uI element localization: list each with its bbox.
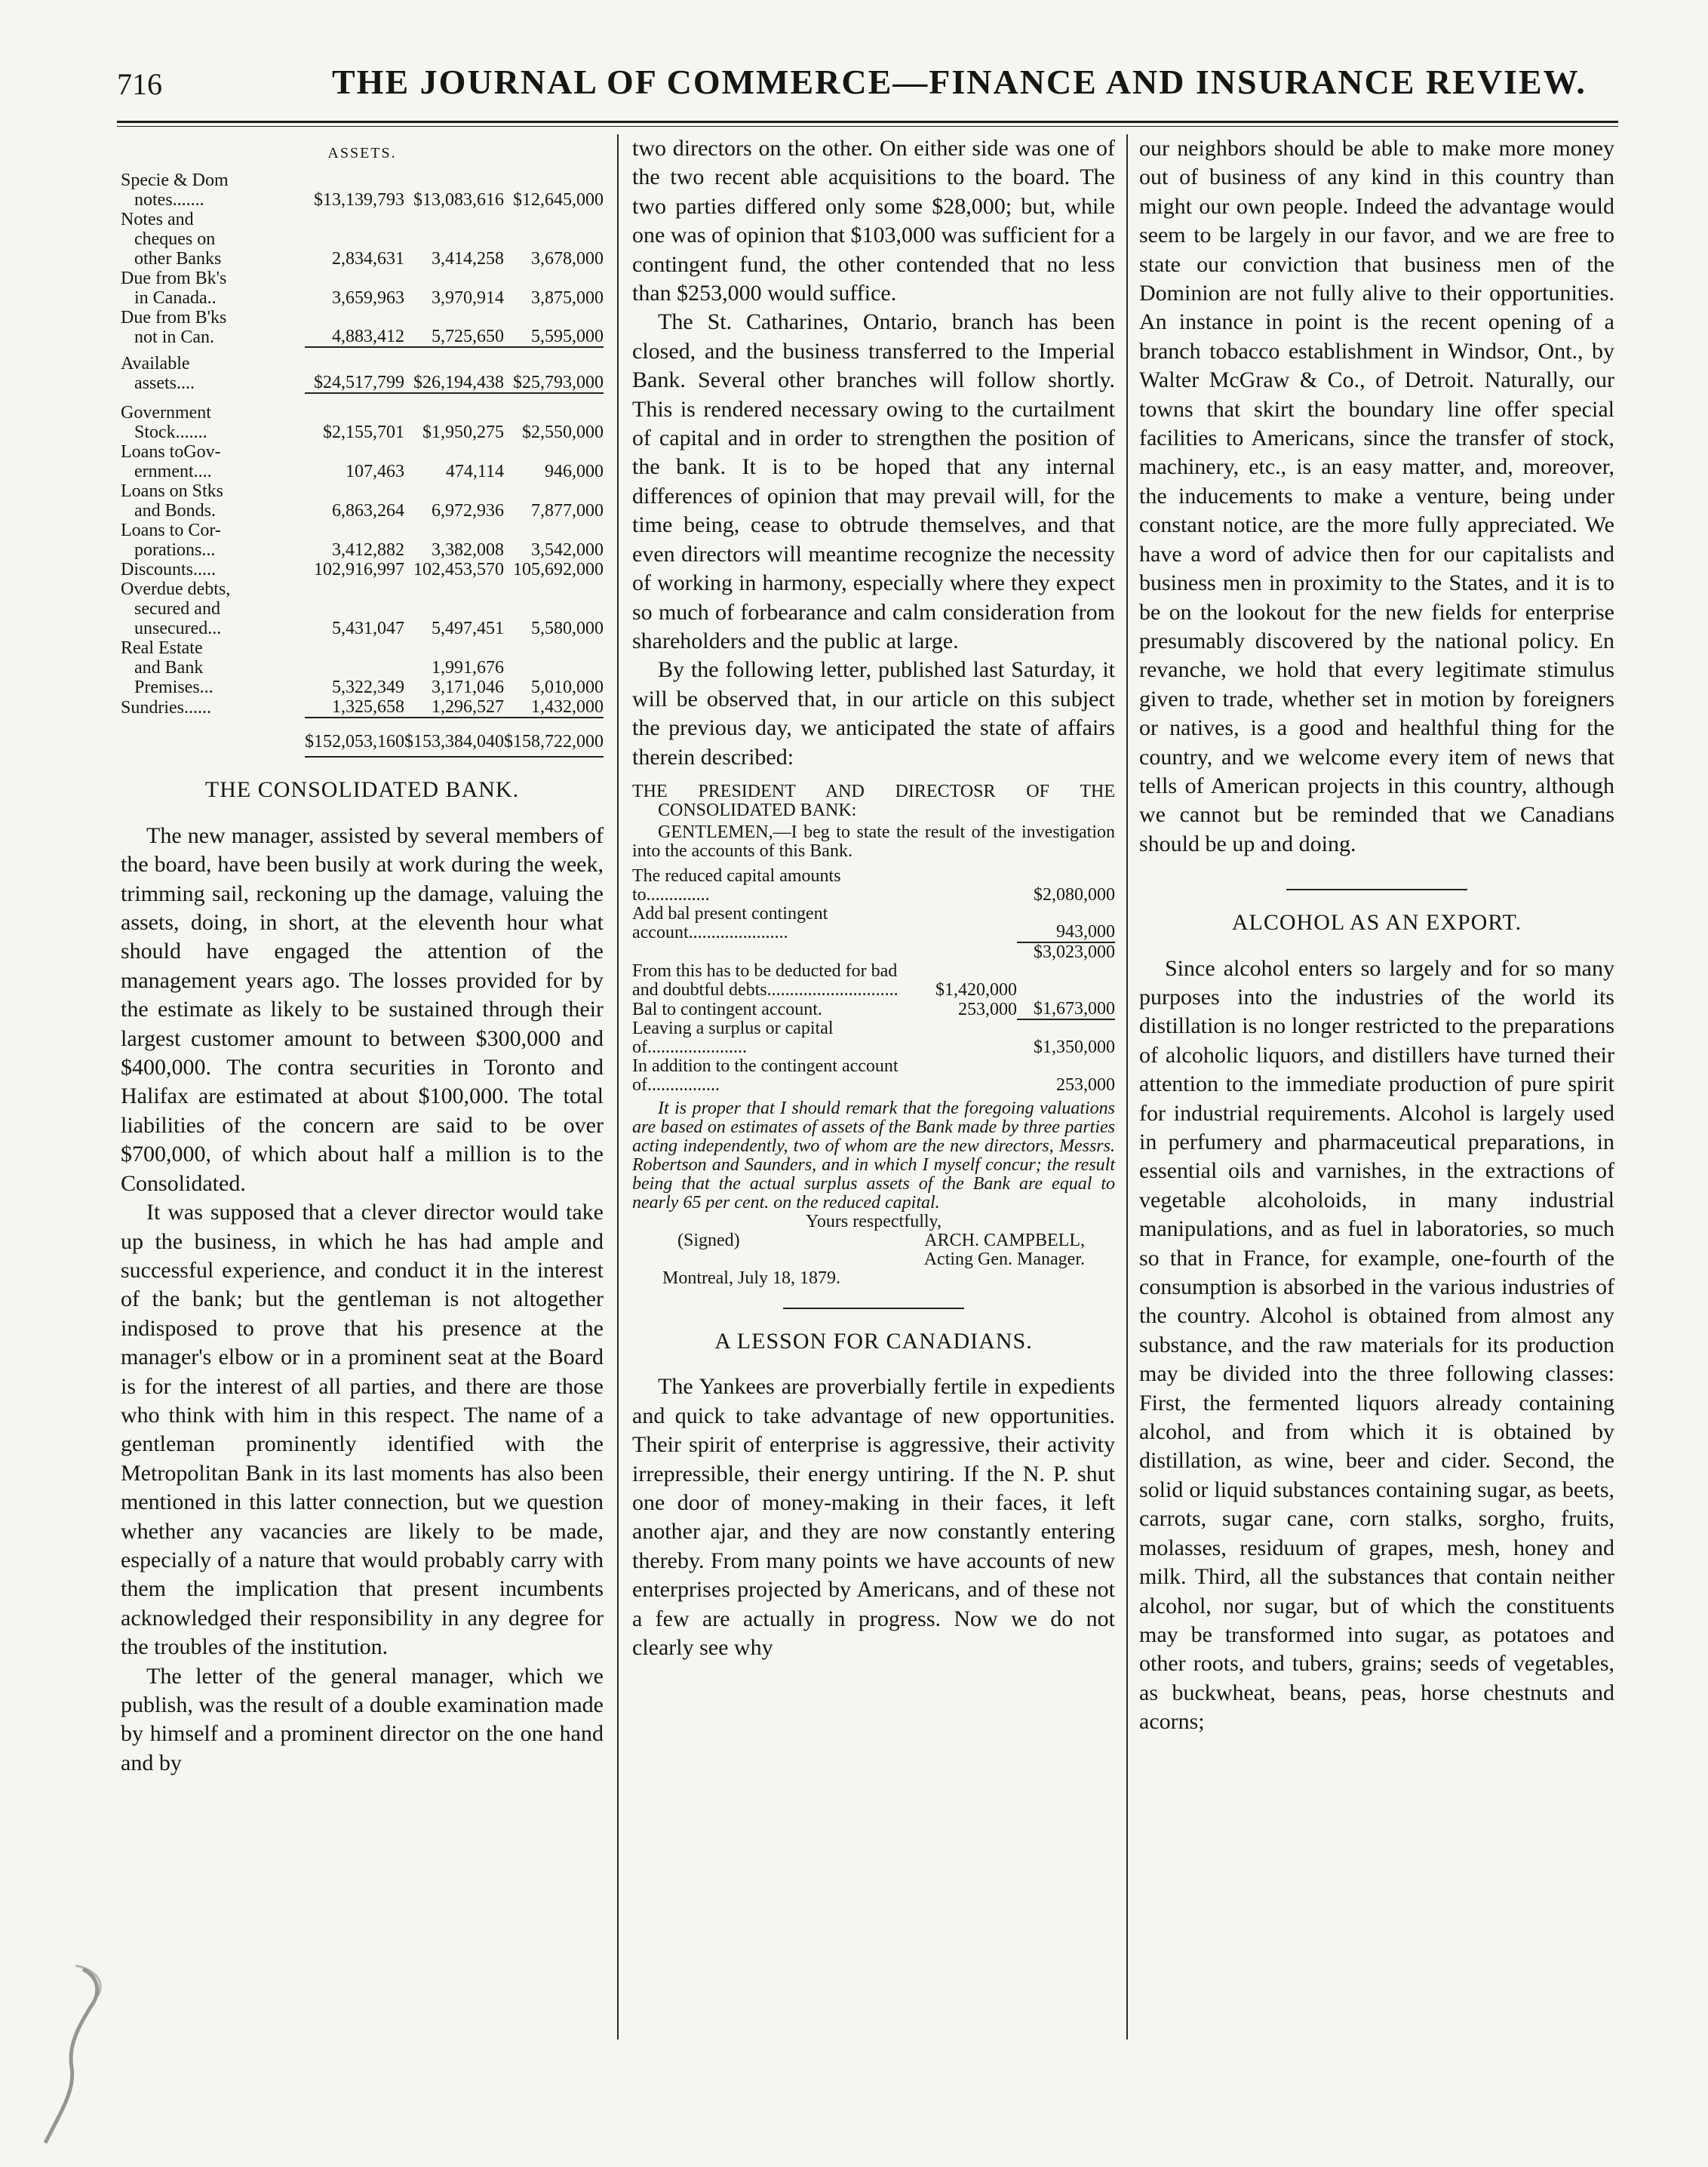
assets-total-cell: $158,722,000 (504, 732, 604, 752)
assets-cell: 1,325,658 (332, 697, 404, 718)
assets-row-label: Due from Bk's in Canada.. (121, 269, 227, 309)
assets-total-cell: $153,384,040 (404, 732, 504, 752)
assets-row (121, 308, 604, 347)
assets-cell: 5,322,349 (332, 678, 404, 698)
article-paragraph: By the following letter, published last Saturday, it will be observed that, in our article on this subject the previous day, we anticipated the state of affairs therein described: (632, 657, 1115, 770)
assets-cell: 474,114 (445, 462, 504, 482)
letter-figure-value: $3,023,000 (1017, 942, 1115, 962)
assets-row-label: Specie & Dom notes....... (121, 171, 229, 211)
article-title-alcohol: ALCOHOL AS AN EXPORT. (1231, 910, 1522, 936)
assets-cell: 1,432,000 (531, 697, 604, 718)
assets-cell: 1,991,676 3,171,046 (432, 658, 504, 698)
assets-cell: 3,875,000 (531, 288, 604, 309)
assets-row-label: Loans to Cor- porations... (121, 521, 221, 561)
assets-row (121, 560, 604, 579)
assets-cell: 3,382,008 (432, 540, 504, 561)
column-1 (121, 134, 604, 1778)
assets-row-label: Available assets.... (121, 354, 195, 394)
page-number: 716 (117, 67, 162, 101)
section-divider (783, 1308, 964, 1309)
letter-figure-value: $1,673,000 (1034, 998, 1115, 1019)
letter-figure-row (632, 1057, 1115, 1095)
assets-cell: 105,692,000 (513, 560, 604, 580)
assets-cell: 5,580,000 (531, 619, 604, 639)
letter-opening: GENTLEMEN,—I beg to state the result of the investigation into the accounts of this Bank. (632, 822, 1115, 861)
assets-row-label: Loans toGov- ernment.... (121, 442, 221, 482)
assets-cell: 6,972,936 (432, 501, 504, 521)
assets-row (121, 210, 604, 269)
assets-row (121, 269, 604, 308)
letter-figure-mid (926, 942, 1017, 962)
letter-figure-mid (926, 1057, 1017, 1095)
assets-cell: 5,010,000 (531, 678, 604, 698)
letter-figure-row (632, 962, 1115, 1000)
assets-row (121, 638, 604, 697)
article-paragraph: The new manager, assisted by several members of the board, have been busily at work during the week, trimming sail, reckoning up the damage, valuing the assets, doing, in short, at the eleventh hour what should have engaged the attention of the management years ago. The losses provided for by the estimate as likely to be sustained through their largest customer amount to between $300,000 and $400,000. The contra securities in Toronto and Halifax are estimated at about $100,000. The total liabilities of the concern are said to be over $700,000, of which about half a million is to the Consolidated. (121, 822, 604, 1196)
assets-separator (121, 347, 604, 354)
assets-row (121, 481, 604, 521)
letter-figure-row (632, 1019, 1115, 1057)
letter-figure-mid: $1,420,000 (935, 979, 1017, 1000)
letter-figure-value: $1,350,000 (1017, 1019, 1115, 1057)
assets-row-label: Loans on Stks and Bonds. (121, 481, 224, 521)
running-title: THE JOURNAL OF COMMERCE—FINANCE AND INSURANCE REVIEW. (332, 63, 1587, 101)
assets-cell: $25,793,000 (513, 373, 604, 393)
letter-figure-value: $2,080,000 (1034, 884, 1115, 905)
letter-figure-mid (926, 1019, 1017, 1057)
letter-figure-label: In addition to the contingent account of................ (632, 1056, 899, 1095)
assets-row (121, 442, 604, 481)
letter-place-date: Montreal, July 18, 1879. (662, 1268, 840, 1288)
letter (632, 782, 1115, 1288)
assets-cell: $1,950,275 (422, 423, 504, 443)
assets-cell: $12,645,000 (513, 190, 604, 211)
assets-cell: 3,659,963 (332, 288, 404, 309)
article-paragraph: Since alcohol enters so largely and for so many purposes into the industries of the world its distillation is no longer restricted to the preparations of alcoholic liquors, and distillers have turned their attention to the immediate production of pure spirit for industrial requirements. Alcohol is largely used in perfumery and pharmaceutical preparations, in essential oils and varnishes, in the extractions of vegetable alcoholoids, in many industrial manipulations, and as fuel in laboratories, so much so that in France, for example, one-fourth of the consumption is absorbed in the various industries of the country. Alcohol is obtained from almost any substance, and the raw materials for its production may be divided into the three following classes: First, the fermented liquors already containing alcohol, and from which it is obtained by distillation, as wine, beer and cider. Second, the solid or liquid substances containing sugar, as beets, carrots, sugar cane, corn stalks, sorgho, fruits, molasses, residuum of grapes, mesh, honey and milk. Third, all the substances that contain neither alcohol, nor sugar, but of which the constituents may be transformed into sugar, as potatoes and other roots, and tubers, grains; seeds of vegetables, as buckwheat, beans, peas, horse chestnuts and acorns; (1139, 955, 1614, 1735)
assets-cell: 3,412,882 (332, 540, 404, 561)
assets-cell: 5,725,650 (432, 327, 504, 347)
letter-figure-row (632, 867, 1115, 905)
assets-cell: 107,463 (346, 462, 404, 482)
article-title-consolidated-bank: THE CONSOLIDATED BANK. (204, 777, 520, 803)
assets-cell: 6,863,264 (332, 501, 404, 521)
letter-body: It is proper that I should remark that the foregoing valuations are based on estimates of assets of the Bank made by three parties acting independently, two of whom are the new directors, Messrs. Robertson and Saunders, and in which I myself concur; the result being that the actual surplus assets of the Bank are equal to nearly 65 per cent. on the reduced capital. (632, 1098, 1115, 1213)
article-paragraph: The Yankees are proverbially fertile in expedients and quick to take advantage of new opportunities. Their spirit of enterprise is aggressive, their activity irrepressible, their energy untiring. If the N. P. shut one door of money-making in their faces, it left another ajar, and they are now constantly entering thereby. From many points we have accounts of new enterprises projected by Americans, and of these not a few are actually in progress. Now we do not clearly see why (632, 1374, 1115, 1660)
header-rule (117, 121, 1618, 123)
column-divider-1 (617, 134, 619, 2039)
assets-total-cell: $152,053,160 (305, 732, 404, 752)
assets-row (121, 697, 604, 718)
assets-row (121, 171, 604, 210)
letter-figure-label (632, 942, 926, 962)
assets-cell: 5,431,047 (332, 619, 404, 639)
letter-figure-row (632, 905, 1115, 942)
letter-salutation: THE PRESIDENT AND DIRECTOSR OF THE CONSOLIDATED BANK: (632, 781, 1115, 820)
assets-cell: 1,296,527 (432, 697, 504, 718)
assets-cell: 3,414,258 (432, 249, 504, 269)
letter-figure-label: Leaving a surplus or capital of...................... (632, 1018, 834, 1057)
assets-cell: $26,194,438 (413, 373, 504, 393)
letter-figure-mid: 253,000 (958, 999, 1017, 1019)
column-3 (1139, 134, 1614, 1737)
assets-cell: $2,155,701 (323, 423, 404, 443)
assets-row-label: Discounts..... (121, 560, 216, 580)
assets-row (121, 354, 604, 393)
letter-signer-title: Acting Gen. Manager. (923, 1249, 1085, 1269)
assets-row (121, 521, 604, 560)
letter-figure-mid (926, 867, 1017, 905)
header-rule-thin (117, 126, 1618, 127)
letter-closing: Yours respectfully, (806, 1211, 942, 1231)
assets-cell: 2,834,631 (332, 249, 404, 269)
assets-table (121, 171, 604, 761)
assets-cell: 4,883,412 (332, 327, 404, 347)
letter-figures (632, 867, 1115, 1095)
binding-smudge (30, 1962, 121, 2150)
assets-cell: 946,000 (545, 462, 604, 482)
assets-separator (121, 757, 604, 761)
letter-figure-value: 253,000 (1056, 1074, 1115, 1095)
assets-row (121, 579, 604, 638)
assets-row-label: Overdue debts, secured and unsecured... (121, 579, 231, 639)
article-paragraph: two directors on the other. On either side was one of the two recent able acquisitions to the board. The two parties differed only some $28,000; but, while one was of opinion that $103,000 was sufficient for a contingent fund, the other contended that no less than $253,000 would suffice. (632, 136, 1115, 306)
assets-separator (121, 718, 604, 724)
assets-cell: 102,916,997 (314, 560, 404, 580)
assets-cell: 7,877,000 (531, 501, 604, 521)
assets-heading: ASSETS. (327, 145, 397, 161)
letter-figure-mid (926, 905, 1017, 942)
letter-signature-row (632, 1231, 1115, 1250)
section-divider (1286, 889, 1467, 890)
letter-signed: (Signed) (677, 1230, 740, 1250)
letter-figure-row (632, 1000, 1115, 1019)
column-2 (632, 134, 1115, 1662)
assets-cell: $13,139,793 (314, 190, 404, 211)
assets-cell: 3,542,000 (531, 540, 604, 561)
assets-row-label: Government Stock....... (121, 403, 211, 443)
assets-cell: $13,083,616 (413, 190, 504, 211)
assets-row (121, 403, 604, 442)
assets-row-label: Notes and cheques on other Banks (121, 210, 222, 269)
assets-cell: 102,453,570 (413, 560, 504, 580)
article-title-lesson: A LESSON FOR CANADIANS. (714, 1328, 1033, 1354)
letter-figure-value: 943,000 (1056, 921, 1115, 942)
assets-cell: 3,970,914 (432, 288, 504, 309)
letter-figure-label: Add bal present contingent account...................... (632, 903, 828, 942)
column-divider-2 (1126, 134, 1128, 2039)
assets-cell: 5,595,000 (531, 327, 604, 347)
letter-signer: ARCH. CAMPBELL, (924, 1230, 1085, 1250)
article-paragraph: The letter of the general manager, which we publish, was the result of a double examination made by himself and a prominent director on the one hand and by (121, 1663, 604, 1775)
article-paragraph: The St. Catharines, Ontario, branch has been closed, and the business transferred to the Imperial Bank. Several other branches will follow shortly. This is rendered necessary owing to the curtailment of capital and in order to strengthen the position of the bank. It is to be hoped that any internal differences of opinion that may prevail will, for the time being, cease to obtrude themselves, and that even directors will meantime recognize the necessity of working in harmony, especially where they expect so much of forbearance and calm consideration from shareholders and the public at large. (632, 309, 1115, 653)
assets-cell: 3,678,000 (531, 249, 604, 269)
assets-row-label: Real Estate and Bank Premises... (121, 638, 214, 698)
assets-total-row (121, 724, 604, 757)
letter-figure-row (632, 942, 1115, 962)
letter-figure-label: The reduced capital amounts to.............. (632, 865, 841, 905)
assets-cell: $2,550,000 (522, 423, 604, 443)
assets-row-label: Due from B'ks not in Can. (121, 308, 227, 348)
article-paragraph: It was supposed that a clever director would take up the business, in which he has had ample and successful experience, and conduct it in the interest of the bank; but the gentleman is not altogether indisposed to prove that his presence at the manager's elbow or in a prominent seat at the Board is for the interest of all parties, and there are those who think with him in this respect. The name of a gentleman prominently identified with the Metropolitan Bank in its last moments has also been mentioned in this latter connection, but we question whether any vacancies are likely to be made, especially of a nature that would probably carry with them the implication that present incumbents acknowledged their responsibility in any degree for the troubles of the institution. (121, 1200, 604, 1660)
letter-figure-value (1017, 962, 1115, 1000)
assets-separator (121, 393, 604, 403)
assets-cell: 5,497,451 (432, 619, 504, 639)
letter-figure-label: From this has to be deducted for bad and doubtful debts............................. (632, 961, 899, 1000)
article-paragraph: our neighbors should be able to make more money out of business of any kind in this country than might our own people. Indeed the advantage would seem to be largely in our favor, and we are free to state our conviction that business men of the Dominion are not fully alive to their opportunities. An instance in point is the recent opening of a branch tobacco establishment in Windsor, Ont., by Walter McGraw & Co., of Detroit. Naturally, our towns that skirt the boundary line offer special facilities to Americans, since the transfer of stock, machinery, etc., is an easy matter, and, moreover, the inducements to make a venture, being under constant notice, are the more fully appreciated. We have a word of advice then for our capitalists and business men in proximity to the States, and it is to be on the lookout for the new fields for enterprise presumably discovered by the national policy. En revanche, we hold that every legitimate stimulus given to trade, whether set in motion by foreigners or natives, is a good and healthful thing for the country, and we welcome every item of news that tells of American projects in this country, although we cannot but be reminded that we Canadians should be up and doing. (1139, 136, 1614, 856)
assets-cell: $24,517,799 (314, 373, 404, 393)
letter-figure-label: Bal to contingent account. (632, 999, 822, 1019)
assets-row-label: Sundries...... (121, 698, 211, 718)
